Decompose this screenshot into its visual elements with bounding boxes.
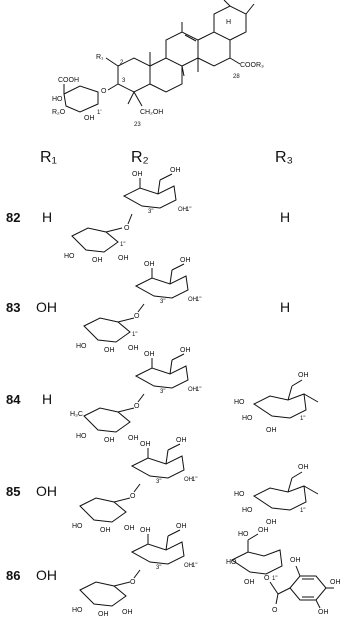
sugar-ho: HO [238,531,249,538]
compound-id: 82 [6,210,21,225]
h-stereo-label: H [226,19,232,26]
r2-disaccharide-85 [72,437,197,534]
cooh-label: COOH [58,77,79,84]
r2-disaccharide-82 [64,167,191,264]
glc-1pp: 1" [272,576,278,582]
table-row [6,483,57,499]
galloyl-oh: OH [318,609,329,616]
oh-glcA-label: OH [84,115,95,122]
sugar-oh: OH [92,257,103,264]
sugar-oh: OH [144,261,155,268]
compound-id: 83 [6,300,21,315]
sugar-oh: OH [188,297,197,303]
sugar-o: O [130,493,136,500]
sugar-oh: OH [184,477,193,483]
sugar-1pp: 1" [186,207,192,213]
sugar-oh: OH [122,609,133,616]
glc-1pp: 1" [300,508,306,514]
sugar-1pp: 1" [132,332,138,338]
r3-galloyl-glucose-86 [226,527,341,616]
r1-value: OH [36,567,57,583]
sugar-oh: OH [100,527,111,534]
position-23-label: 23 [134,122,141,128]
sugar-oh: OH [124,525,135,532]
sugar-oh: OH [180,257,191,264]
glycosidic-oxygen-label: O [101,88,107,95]
sugar-oh: OH [140,441,151,448]
sugar-ho: HO [72,607,83,614]
sugar-oh: OH [128,435,139,442]
r1-value: H [42,209,53,225]
sugar-oh: OH [128,345,139,352]
sugar-ho: HO [72,523,83,530]
sugar-1pp: 1" [120,242,126,248]
ch2oh-label: CH₂OH [140,109,164,116]
position-3-label: 3 [122,78,126,84]
r3-glucose-85 [234,464,318,526]
position-1p-label: 1' [97,110,102,116]
sugar-oh: OH [298,464,309,471]
r2-disaccharide-84 [70,347,201,444]
sugar-oh: OH [170,167,181,174]
sugar-oh: OH [132,171,143,178]
sugar-3pp: 3" [160,299,166,305]
compound-id: 84 [6,392,21,407]
sugar-oh: OH [266,427,277,434]
sugar-o: O [134,403,140,410]
sugar-o: O [130,579,136,586]
r3-value: H [280,209,291,225]
r2o-label: R₂O [52,109,66,116]
table-row [6,391,52,407]
ho-glcA-label: HO [52,96,63,103]
sugar-oh: OH [178,207,187,213]
position-2-label: 2 [120,60,124,66]
table-row [6,567,57,583]
sugar-oh: OH [176,523,187,530]
sugar-oh: OH [140,527,151,534]
sugar-1pp: 1" [192,563,198,569]
sugar-oh: OH [258,527,269,534]
r1-value: OH [36,483,57,499]
sugar-ho: HO [234,491,245,498]
header-r1: R₁ [40,149,57,166]
glc-1pp: 1" [300,416,306,422]
triterpene-core [96,0,264,128]
sugar-1pp: 1" [192,477,198,483]
sugar-ho: HO [76,433,87,440]
table-row [6,299,290,315]
sugar-ho: HO [226,559,237,566]
sugar-h3c: H₃C [70,411,83,418]
r1-core-label: R₁ [96,54,104,61]
header-r3: R₃ [275,149,294,166]
sugar-oh: OH [98,611,109,617]
position-28-label: 28 [233,74,240,80]
sugar-ho: HO [242,507,253,514]
sugar-3pp: 3" [160,389,166,395]
sugar-ho: HO [242,415,253,422]
galloyl-oh: OH [330,579,341,586]
sugar-oh: OH [298,372,309,379]
sugar-oh: OH [180,347,191,354]
sugar-oh: OH [188,387,197,393]
r3-glucose-84 [234,372,318,434]
compound-id: 85 [6,484,21,499]
r2-disaccharide-86 [72,523,197,617]
sugar-oh: OH [118,255,129,262]
sugar-1pp: 1" [196,297,202,303]
sugar-oh: OH [244,579,255,586]
sugar-oh: OH [104,437,115,444]
sugar-oh: OH [176,437,187,444]
r2-disaccharide-83 [76,257,201,354]
sugar-ho: HO [234,399,245,406]
sugar-ho: HO [64,253,75,260]
coor3-label: COOR₃ [240,62,264,69]
sugar-oh: OH [266,519,277,526]
sugar-o: O [134,313,140,320]
r3-value: H [280,299,291,315]
sugar-oh: OH [104,347,115,354]
sugar-o: O [124,225,130,232]
sugar-ho: HO [76,343,87,350]
galloyl-oh: OH [290,557,301,564]
header-r2: R₂ [131,149,149,166]
sugar-oh: OH [144,351,155,358]
r1-value: OH [36,299,57,315]
sugar-oh: OH [184,563,193,569]
sugar-1pp: 1" [196,387,202,393]
sugar-3pp: 3" [148,209,154,215]
sugar-3pp: 3" [156,479,162,485]
sugar-o: O [264,575,270,582]
r1-value: H [42,391,53,407]
compound-id: 86 [6,568,21,583]
glucuronic-acid-unit [52,77,101,122]
sugar-3pp: 3" [156,565,162,571]
carbonyl-o: O [272,607,278,614]
